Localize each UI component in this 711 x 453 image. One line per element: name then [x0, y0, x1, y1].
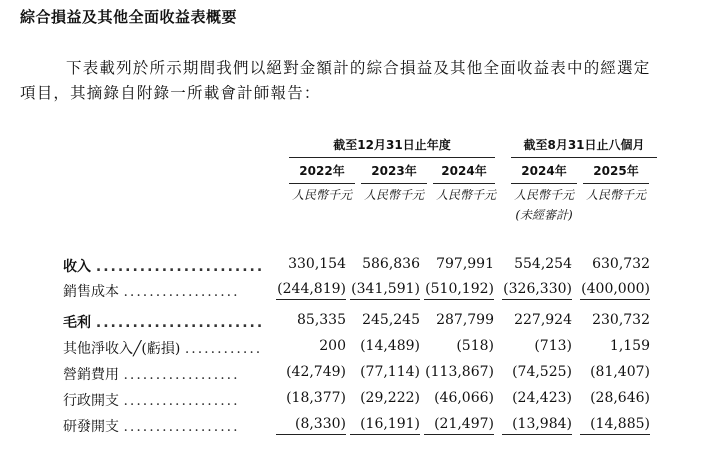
row-label-text: 行政開支 — [63, 393, 119, 409]
cell-value: 797,991 — [436, 256, 494, 272]
cell-value: 630,732 — [592, 256, 650, 272]
leader-dots: .................. — [123, 393, 240, 409]
cell-value: (510,192) — [424, 281, 494, 300]
cell-value: (74,525) — [512, 364, 572, 380]
row-label-text: 銷售成本 — [63, 284, 119, 300]
column-group-year-ended: 截至12月31日止年度 — [289, 136, 495, 158]
cell-value: (14,885) — [580, 416, 650, 435]
section-heading: 綜合損益及其他全面收益表概要 — [20, 8, 238, 26]
column-unit-label: 人民幣千元 — [291, 188, 352, 202]
table-row — [0, 256, 711, 280]
cell-value: 230,732 — [592, 312, 650, 328]
cell-value: (713) — [534, 338, 572, 354]
cell-value: (8,330) — [276, 416, 346, 435]
leader-dots: .................. — [123, 284, 240, 300]
cell-value: (341,591) — [350, 281, 420, 300]
table-row — [0, 390, 711, 414]
row-label-text: 研發開支 — [63, 419, 119, 435]
cell-value: 85,335 — [297, 312, 346, 328]
row-label — [63, 338, 273, 358]
column-unit-label: 人民幣千元 — [513, 188, 574, 202]
cell-value: (21,497) — [424, 416, 494, 435]
column-year-2: 2024年 — [433, 162, 495, 184]
leader-dots: .................. — [123, 367, 240, 383]
column-unit-label: 人民幣千元 — [435, 188, 496, 202]
cell-value: (13,984) — [502, 416, 572, 435]
cell-value: (18,377) — [286, 390, 346, 406]
column-unit-4 — [579, 185, 653, 205]
cell-value: (14,489) — [360, 338, 420, 354]
intro-paragraph — [20, 56, 680, 106]
cell-value: 287,799 — [436, 312, 494, 328]
column-unit-0 — [285, 185, 359, 205]
cell-value: (113,867) — [425, 364, 494, 380]
cell-value: 554,254 — [514, 256, 572, 272]
cell-value: 200 — [319, 338, 346, 354]
table-row — [0, 416, 711, 440]
row-label-text: 收入 — [63, 259, 91, 275]
row-label-text: 毛利 — [63, 315, 91, 331]
leader-dots: ....................... — [95, 315, 265, 331]
table-row — [0, 281, 711, 305]
column-unit-2 — [429, 185, 503, 205]
cell-value: (244,819) — [276, 281, 346, 300]
intro-line-2: 項目，其摘錄自附錄一所載會計師報告： — [20, 84, 321, 102]
cell-value: (46,066) — [434, 390, 494, 406]
cell-value: (29,222) — [360, 390, 420, 406]
row-label — [63, 281, 273, 301]
column-year-3: 2024年 — [511, 162, 577, 184]
column-unit-3 — [507, 185, 581, 225]
cell-value: (77,114) — [360, 364, 420, 380]
cell-value: (400,000) — [580, 281, 650, 300]
column-year-0: 2022年 — [289, 162, 355, 184]
column-year-1: 2023年 — [361, 162, 427, 184]
cell-value: 1,159 — [609, 338, 650, 354]
cell-value: (518) — [456, 338, 494, 354]
column-unit-1 — [357, 185, 431, 205]
row-label — [63, 256, 273, 276]
row-label-text: 其他淨收入╱(虧損) — [63, 341, 181, 357]
cell-value: (28,646) — [590, 390, 650, 406]
leader-dots: .................. — [123, 419, 240, 435]
leader-dots: ............ — [184, 341, 263, 357]
table-row — [0, 312, 711, 336]
cell-value: 330,154 — [288, 256, 346, 272]
column-year-4: 2025年 — [583, 162, 649, 184]
row-label — [63, 364, 273, 384]
intro-line-1: 下表載列於所示期間我們以絕對金額計的綜合損益及其他全面收益表中的經選定 — [66, 59, 651, 77]
column-unit-label: 人民幣千元 — [585, 188, 646, 202]
row-label — [63, 312, 273, 332]
row-label-text: 營銷費用 — [63, 367, 119, 383]
cell-value: (42,749) — [286, 364, 346, 380]
column-group-eight-months: 截至8月31日止八個月 — [511, 136, 657, 158]
cell-value: 586,836 — [362, 256, 420, 272]
table-row — [0, 338, 711, 362]
table-row — [0, 364, 711, 388]
cell-value: 227,924 — [514, 312, 572, 328]
row-label — [63, 416, 273, 436]
row-label — [63, 390, 273, 410]
column-unit-label: 人民幣千元 — [363, 188, 424, 202]
cell-value: 245,245 — [362, 312, 420, 328]
cell-value: (81,407) — [590, 364, 650, 380]
leader-dots: ....................... — [95, 259, 265, 275]
cell-value: (326,330) — [502, 281, 572, 300]
cell-value: (24,423) — [512, 390, 572, 406]
cell-value: (16,191) — [350, 416, 420, 435]
column-note: (未經審計) — [515, 208, 573, 222]
